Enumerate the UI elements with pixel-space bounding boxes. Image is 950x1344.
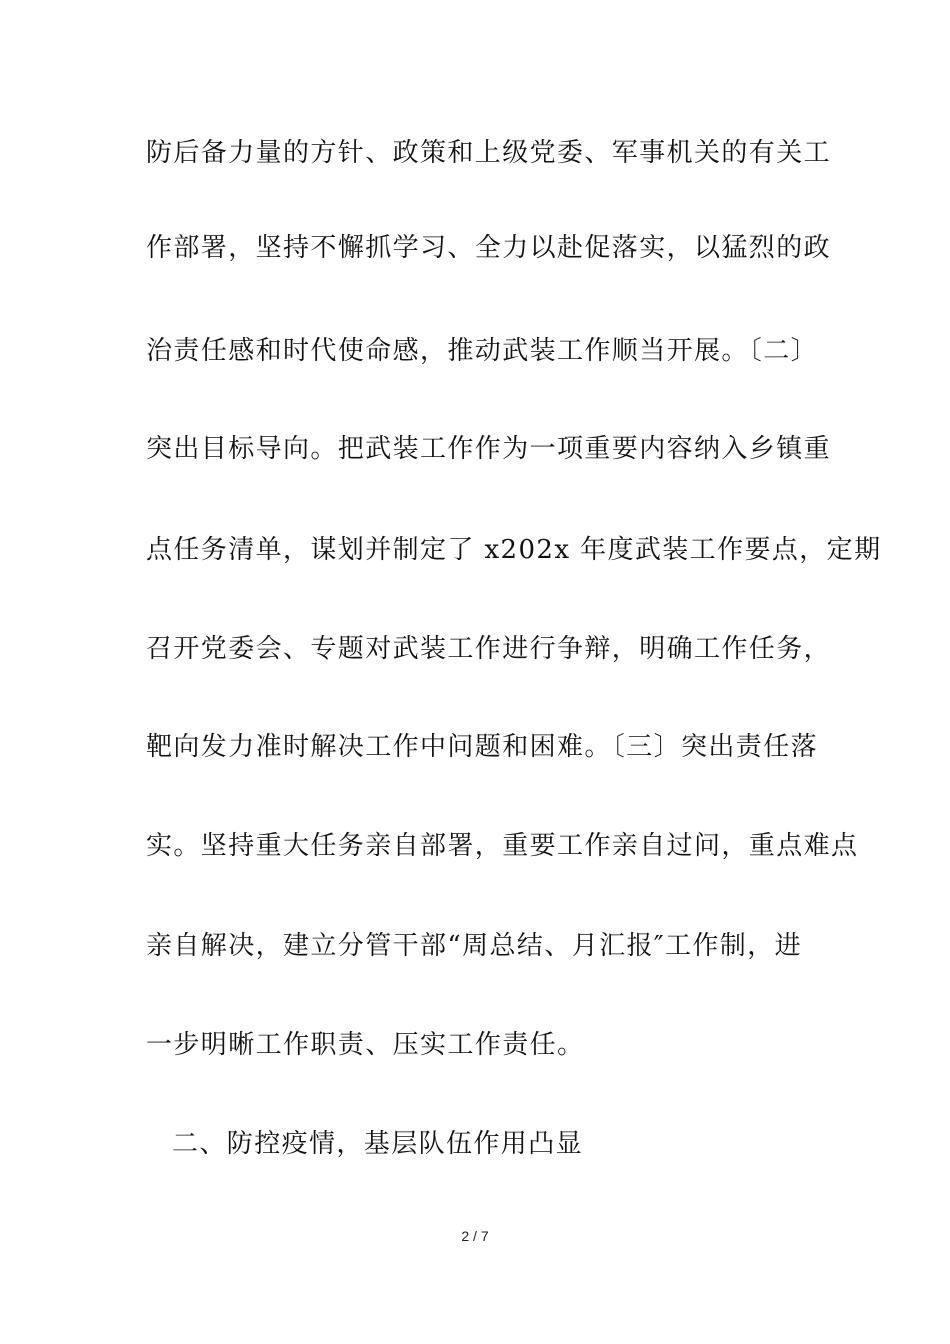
section-heading: 二、防控疫情，基层队伍作用凸显 (172, 1129, 584, 1159)
body-text-line: 作部署，坚持不懈抓学习、全力以赴促落实，以猛烈的政 (146, 233, 832, 263)
body-text-line: 亲自解决，建立分管干部“周总结、月汇报″工作制，进 (146, 931, 803, 961)
body-text-line: 治责任感和时代使命感，推动武装工作顺当开展。〔二〕 (146, 336, 819, 366)
body-text-line: 防后备力量的方针、政策和上级党委、军事机关的有关工 (146, 138, 832, 168)
body-text-line: 突出目标导向。把武装工作作为一项重要内容纳入乡镇重 (146, 434, 832, 464)
body-text-line: 一步明晰工作职责、压实工作责任。 (146, 1030, 585, 1060)
body-text-line: 实。坚持重大任务亲自部署，重要工作亲自过问，重点难点 (146, 831, 859, 861)
page-number: 2 / 7 (461, 1228, 489, 1244)
body-text-line: 召开党委会、专题对武装工作进行争辩，明确工作任务， (146, 634, 832, 664)
body-text-line: 点任务清单，谋划并制定了 x202x 年度武装工作要点，定期 (146, 535, 882, 565)
body-text-line: 靶向发力准时解决工作中问题和困难。〔三〕突出责任落 (146, 732, 819, 762)
